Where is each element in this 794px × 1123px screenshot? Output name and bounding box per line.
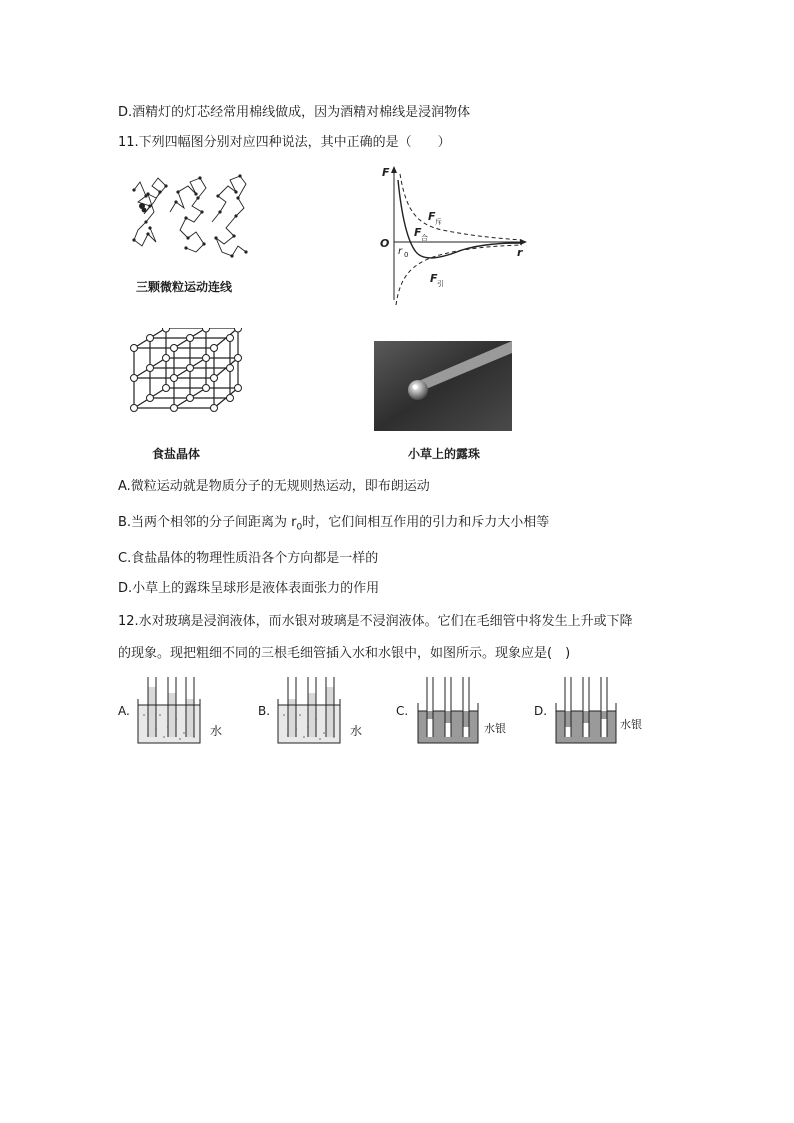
dew-caption: 小草上的露珠 xyxy=(408,447,481,461)
q12-stem-line2: 的现象。现把粗细不同的三根毛细管插入水和水银中，如图所示。现象应是( ) xyxy=(118,646,571,661)
q12-option-c-liquid: 水银 xyxy=(484,722,506,735)
q11-option-b-pre: B.当两个相邻的分子间距离为 r xyxy=(118,515,297,530)
F-net-label: F xyxy=(414,226,422,239)
q12-option-a-liquid: 水 xyxy=(210,724,223,738)
q11-option-b-sub: 0 xyxy=(296,522,303,533)
F-rep-label: F xyxy=(428,210,436,223)
q12-option-d-letter: D. xyxy=(534,704,548,718)
q12-option-b-diagram xyxy=(274,675,344,747)
origin-label: O xyxy=(380,237,390,250)
force-graph-figure xyxy=(372,160,532,310)
q12-option-b-liquid: 水 xyxy=(350,724,363,738)
q12-option-b-letter: B. xyxy=(258,704,271,718)
salt-caption: 食盐晶体 xyxy=(152,447,201,461)
F-rep-subscript: 斥 xyxy=(435,218,442,226)
q12-option-c-letter: C. xyxy=(396,704,409,718)
q12-option-d-diagram xyxy=(552,675,620,747)
q12-option-a-diagram xyxy=(134,675,204,747)
brownian-caption: 三颗微粒运动连线 xyxy=(136,280,233,294)
q11-option-b-post: 时，它们间相互作用的引力和斥力大小相等 xyxy=(302,515,550,530)
axis-F-label: F xyxy=(382,166,390,179)
F-att-subscript: 引 xyxy=(437,280,444,288)
q12-option-a-letter: A. xyxy=(118,704,130,718)
dew-drop-photo xyxy=(374,341,512,431)
q10-option-d: D.酒精灯的灯芯经常用棉线做成，因为酒精对棉线是浸润物体 xyxy=(118,105,471,120)
F-net-subscript: 合 xyxy=(421,234,428,242)
F-att-label: F xyxy=(430,272,438,285)
q12-option-c-diagram xyxy=(414,675,482,747)
q11-option-b xyxy=(118,514,549,537)
q11-stem: 11.下列四幅图分别对应四种说法，其中正确的是（ ） xyxy=(118,135,451,150)
brownian-motion-figure xyxy=(126,172,256,262)
q11-option-a: A.微粒运动就是物质分子的无规则热运动，即布朗运动 xyxy=(118,479,430,494)
q12-stem-line1: 12.水对玻璃是浸润液体，而水银对玻璃是不浸润液体。它们在毛细管中将发生上升或下降 xyxy=(118,614,633,629)
r0-subscript: 0 xyxy=(404,251,409,259)
q11-option-d: D.小草上的露珠呈球形是液体表面张力的作用 xyxy=(118,581,380,596)
q11-option-c: C.食盐晶体的物理性质沿各个方向都是一样的 xyxy=(118,551,379,566)
q12-option-d-liquid: 水银 xyxy=(620,718,642,731)
axis-r-label: r xyxy=(517,246,523,259)
salt-crystal-figure xyxy=(126,328,246,428)
r0-label: r xyxy=(398,246,403,257)
